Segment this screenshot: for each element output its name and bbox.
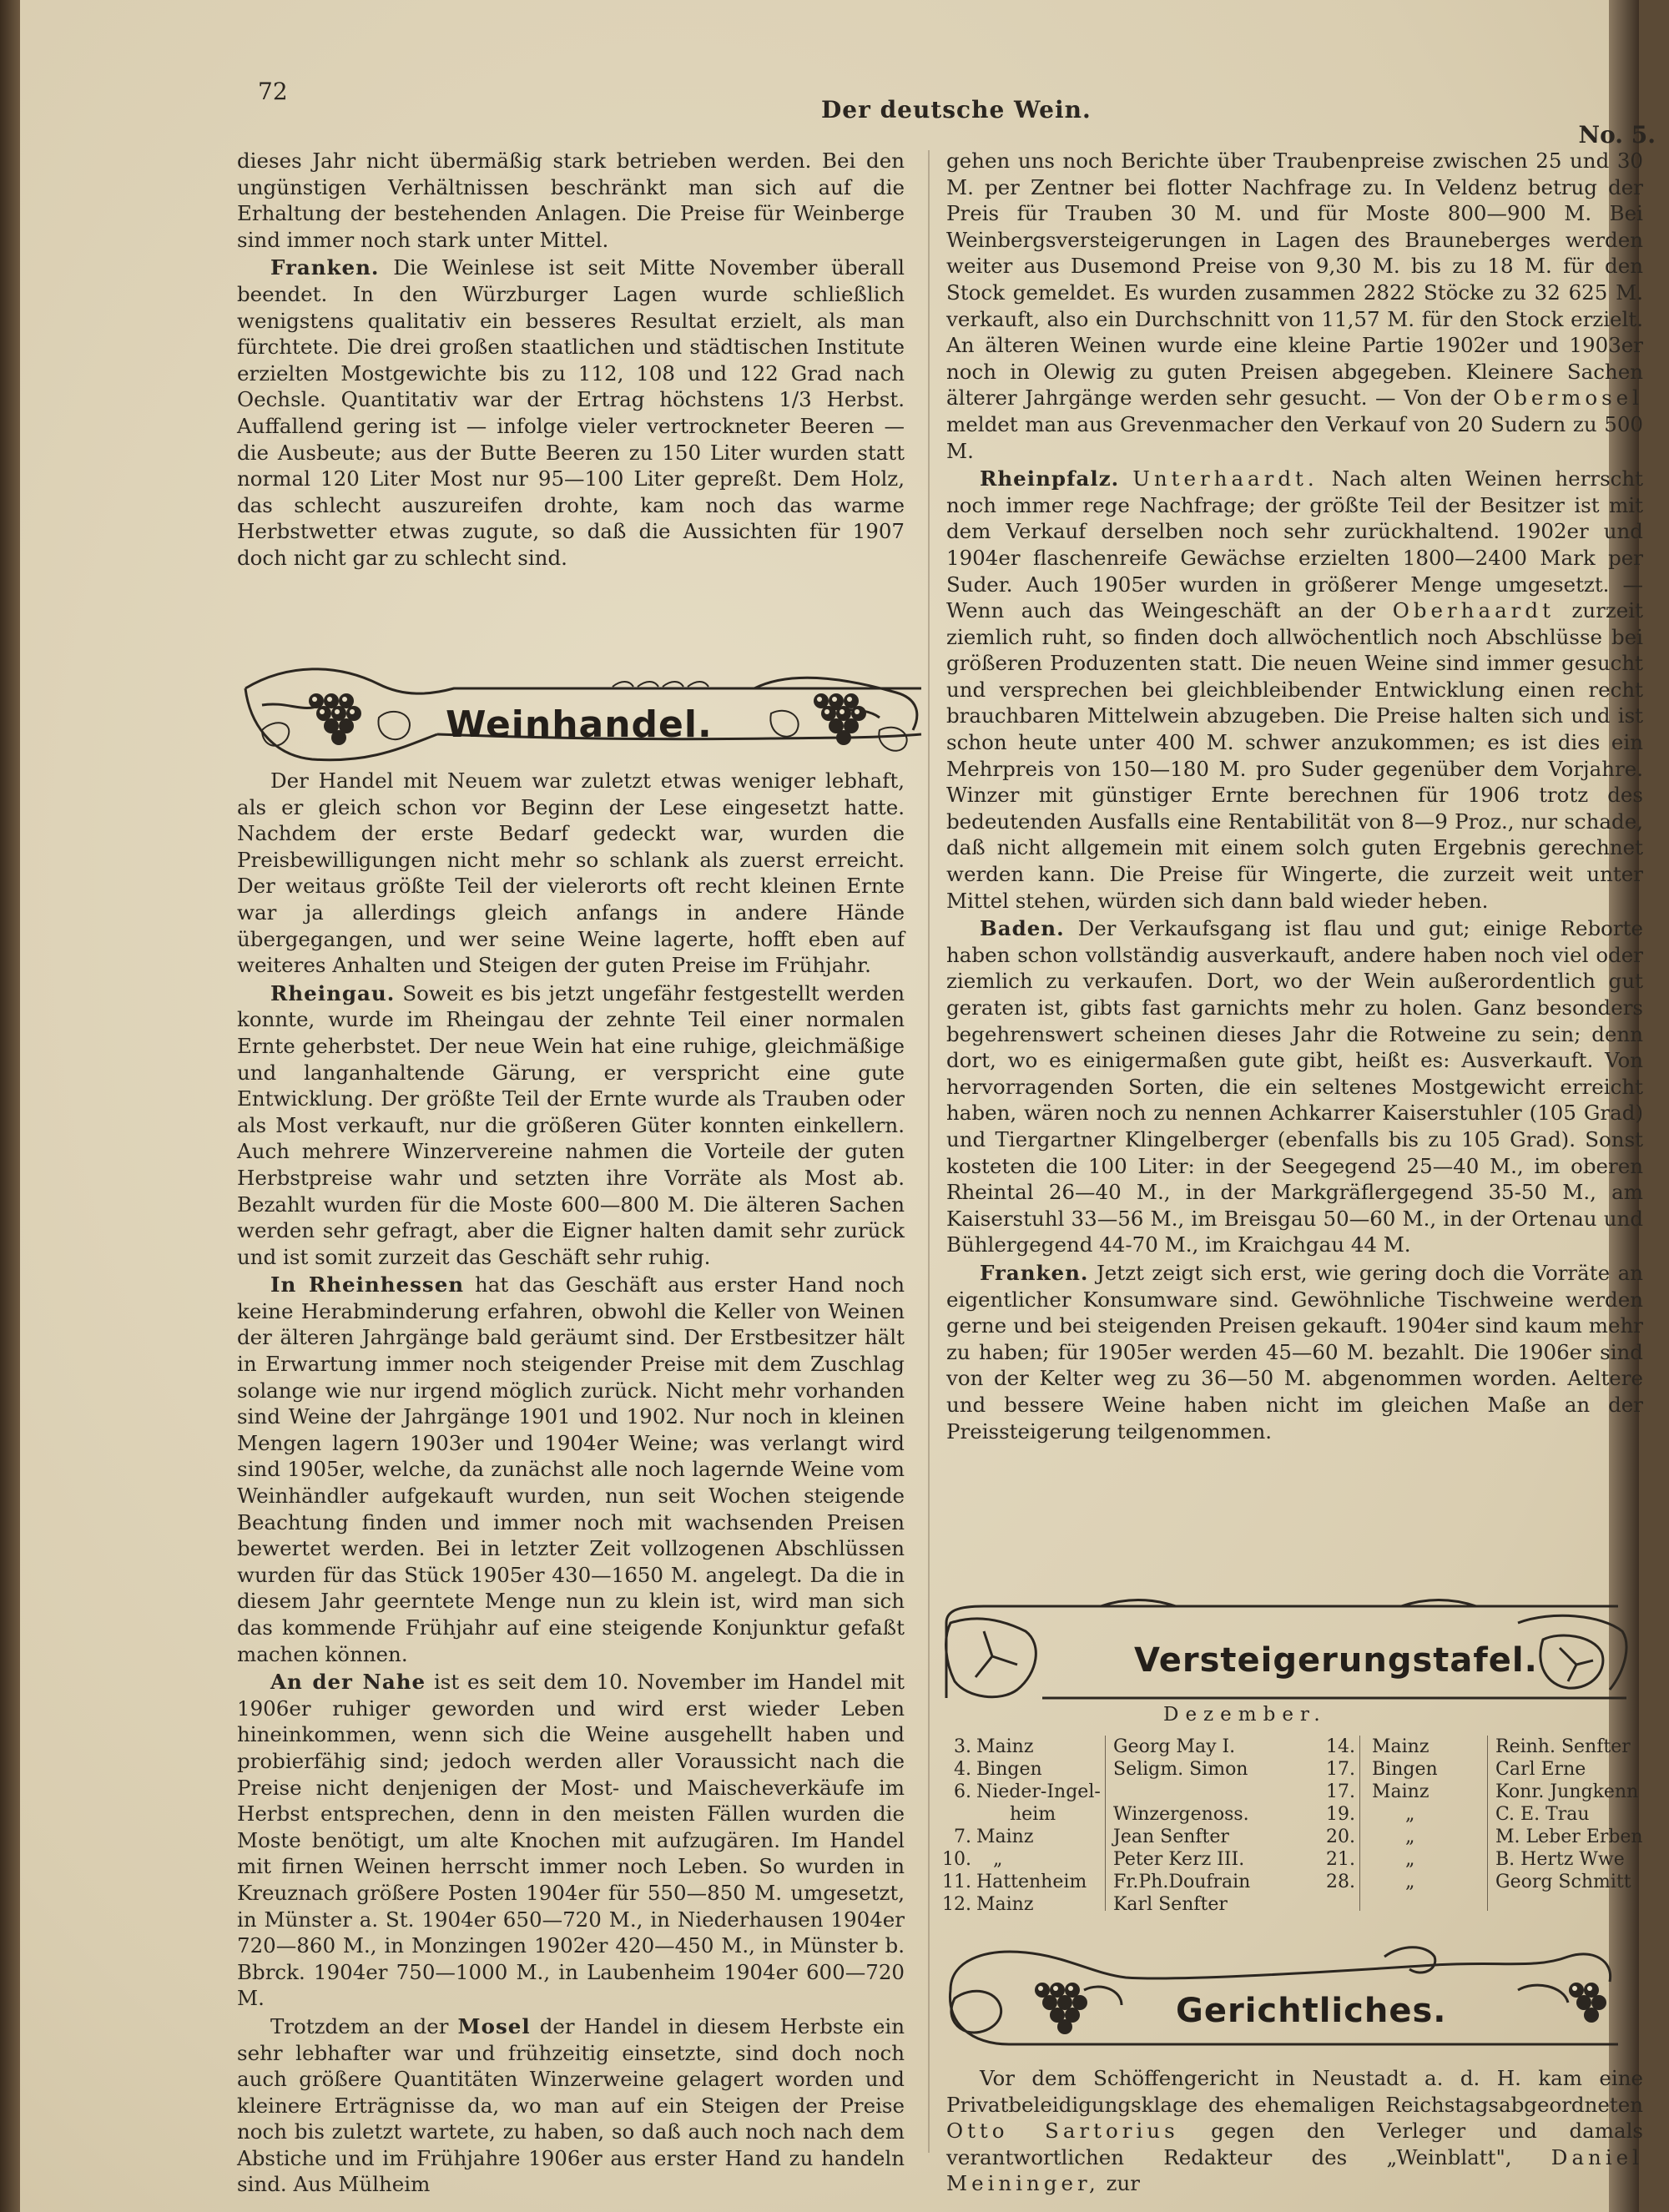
auction-seller (1113, 1781, 1280, 1803)
rheingau-paragraph (237, 980, 905, 1271)
paragraph-text: gehen uns noch Berichte über Traubenpreise zwischen 25 und 30 M. per Zentner bei flotter Nachfrage zu. In Veldenz betrug der Preis für Trauben 30 M. und für Moste 800—900 M. Bei Weinbergsversteigerungen in Lagen des Brauneberges werden weiter aus Dusemond Preise von 9,30 M. bis zu 18 M. für den Stock gemeldet. Es wurden zusammen 2822 Stöcke zu 32 625 M. verkauft, also ein Durchschnitt von 11,57 M. für den Stock erzielt. An älteren Weinen wurde eine kleine Partie 1902er und 1903er noch in Olewig zu guten Preisen abgegeben. Kleinere Sachen älterer Jahrgänge werden sehr gesucht. — Von der (946, 149, 1643, 411)
weinhandel-title: Weinhandel. (446, 703, 713, 746)
weinhandel-banner (237, 655, 930, 768)
paragraph-text: Jetzt zeigt sich erst, wie gering doch die Vorräte an eigentlicher Konsumware sind. Gewöhnliche Tischweine werden gerne und bei steigenden Preisen gekauft. 1904er sind kaum mehr zu haben; für 1905er werden 45—60 M. bezahlt. Die 1906er sind von der Kelter weg zu 36—50 M. abgenommen worden. Aeltere und bessere Weine haben nicht im gleichen Maße an der Preissteigerung teilgenommen. (946, 1260, 1643, 1444)
paragraph-text: zur (1106, 2171, 1141, 2196)
paragraph-text: zurzeit ziemlich ruht, so finden doch allwöchentlich noch Abschlüsse bei größeren Produzenten statt. Die neuen Weine sind immer gesucht und versprechen bei gleichbleibender Entwicklung einen recht brauchbaren Mittelwein abzugeben. Die Preise halten sich und ist schon heute unter 400 M. schwer anzukommen; es ist dies ein Mehrpreis von 150—180 M. pro Suder gegenüber dem Vorjahre. Winzer mit günstiger Ernte berechnen für 1906 trotz des bedeutenden Ausfalls eine Rentabilität von 8—9 Proz., nur schade, daß nicht allgemein mit einem solch guten Ergebnis gerechnet werden kann. Die Preise für Wingerte, die zurzeit weit unter Mittel stehen, würden sich dann bald wieder heben. (946, 598, 1643, 913)
paragraph-text: ist es seit dem 10. November im Handel mit 1906er ruhiger geworden und wird erst wieder Leben hineinkommen, wenn sich die Weine ausgehellt haben und probierfähig sind; jedoch werden aller Voraussicht nach die Preise nicht denjenigen der Most- und Maischeverkäufe im Herbst entsprechen, denn in den meisten Fällen wurden die Moste benötigt, um alte Knochen mit aufzugären. Im Handel mit firnen Weinen herrscht immer noch Leben. So wurden in Kreuznach größere Posten 1904er für 550—850 M. umgesetzt, in Münster a. St. 1904er 650—720 M., in Niederhausen 1904er 720—860 M., in Monzingen 1902er 420—450 M., in Münster b. Bbrck. 1904er 750—1000 M., in Laubenheim 1904er 600—720 M. (237, 1670, 905, 2011)
page-content (220, 71, 1656, 2197)
spaced-term: Oberhaardt (1392, 598, 1555, 623)
auction-place: „ (1405, 1849, 1415, 1870)
paragraph-text: Nach alten Weinen herrscht noch immer rege Nachfrage; der größte Teil der Besitzer ist mit dem Verkauf derselben noch sehr zurückhaltend. 1902er und 1904er flaschenreife Gewächse erzielten 1800—2400 Mark per Suder. Auch 1905er wurden in größerer Menge umgesetzt. — Wenn auch das Weingeschäft an der (946, 466, 1643, 623)
auction-sellers-right (1495, 1736, 1646, 1893)
auction-day: 21. (1326, 1849, 1355, 1870)
auction-seller: C. E. Trau (1495, 1804, 1590, 1825)
auction-place: heim (1010, 1804, 1056, 1825)
column-divider (928, 150, 930, 2153)
paragraph-text: Trotzdem an der (270, 2013, 449, 2038)
page-number: 72 (258, 78, 288, 105)
auction-seller: Carl Erne (1495, 1759, 1586, 1780)
auction-place: Nieder-Ingel- (976, 1781, 1101, 1802)
auction-places-right (1372, 1736, 1480, 1893)
region-heading: Baden. (980, 916, 1065, 941)
table-rule (1359, 1736, 1360, 1911)
gericht-paragraph (946, 2065, 1643, 2197)
auction-day: 12. (942, 1894, 971, 1915)
auction-place: „ (1405, 1827, 1415, 1847)
auction-place: Bingen (976, 1759, 1042, 1780)
auction-place: Mainz (976, 1827, 1034, 1847)
mosel-continuation (946, 148, 1643, 464)
auction-place: Mainz (1372, 1781, 1429, 1802)
rheinpfalz-paragraph (946, 466, 1643, 914)
paragraph-text: Soweit es bis jetzt ungefähr festgestellt werden konnte, wurde im Rheingau der zehnte Teil einer normalen Ernte geherbstet. Der neue Wein hat eine ruhige, gleichmäßige und langanhaltende Gärung, er verspricht eine gute Entwicklung. Der größte Teil der Ernte wurde als Trauben oder als Most verkauft, nur die größeren Güter konnten einkellern. Auch mehrere Winzervereine nahmen die Vorteile der guten Herbstpreise wahr und setzten ihre Vorräte als Most ab. Bezahlt wurden für die Moste 600—800 M. Die älteren Sachen werden sehr gefragt, aber die Eigner halten damit sehr zurück und ist somit zurzeit das Geschäft sehr ruhig. (237, 980, 905, 1269)
auction-seller: M. Leber Erben (1495, 1827, 1643, 1847)
spaced-term: Obermosel (1493, 385, 1643, 411)
auction-seller: B. Hertz Wwe (1495, 1849, 1625, 1870)
auction-seller: Fr.Ph.Doufrain (1113, 1872, 1251, 1892)
paragraph-text: meldet man aus Grevenmacher den Verkauf von 20 Sudern zu 500 M. (946, 411, 1643, 463)
auction-sellers-left (1113, 1736, 1280, 1916)
auction-day: 20. (1326, 1827, 1355, 1847)
auction-day: 6. (954, 1781, 971, 1802)
paragraph-text: hat das Geschäft aus erster Hand noch keine Herabminderung erfahren, obwohl die Keller von Weinen der älteren Jahrgänge bald geräumt sind. Der Erstbesitzer hält in Erwartung immer noch steigender Preise mit dem Zuschlag solange wie nur irgend möglich zurück. Nicht mehr vorhanden sind Weine der Jahrgänge 1901 und 1902. Nur noch in kleinen Mengen lagern 1903er und 1904er Weine; was verlangt wird sind 1905er, welche, da zunächst alle noch lagernde Weine vom Weinhändler aufgekauft wurden, nun seit Wochen steigende Beachtung finden und immer noch mit wachsenden Preisen bewertet werden. Bei in letzter Zeit vollzogenen Abschlüssen wurden für das Stück 1905er 430—1650 M. angelegt. Da die in diesem Jahr geerntete Menge nun zu klein ist, wird man sich das kommende Frühjahr auf eine steigende Konjunktur gefaßt machen können. (237, 1272, 905, 1666)
intro-paragraph: dieses Jahr nicht übermäßig stark betrieben werden. Bei den ungünstigen Verhältnissen beschränkt man sich auf die Erhaltung der bestehenden Anlagen. Die Preise für Weinberge sind immer noch stark unter Mittel. (237, 149, 905, 252)
auction-seller: Georg May I. (1113, 1736, 1236, 1757)
auction-seller: Georg Schmitt (1495, 1872, 1631, 1892)
auction-seller: Reinh. Senfter (1495, 1736, 1631, 1757)
auction-place: „ (1405, 1804, 1415, 1825)
region-heading: Franken. (270, 255, 380, 280)
spaced-term: Daniel Meininger, (946, 2144, 1643, 2196)
franken-paragraph (237, 254, 905, 571)
left-column-bottom (237, 768, 905, 2199)
gericht-section (946, 2065, 1643, 2199)
running-head (220, 71, 1656, 149)
weinhandel-intro: Der Handel mit Neuem war zuletzt etwas weniger lebhaft, als er gleich schon vor Beginn der Lese eingesetzt hatte. Nachdem der erste Bedarf gedeckt war, wurden die Preisbewilligungen nicht mehr so schlank als zuerst erreicht. Der weitaus größte Teil der vielerorts oft recht kleinen Ernte war ja allerdings gleich anfangs in andere Hände übergegangen, und wer seine Weine lagerte, hofft eben auf weiteres Anhalten und Steigen der guten Preise im Frühjahr. (237, 768, 905, 978)
auction-days-right (1322, 1736, 1355, 1893)
auction-places-left (976, 1736, 1101, 1916)
auction-day: 10. (942, 1849, 971, 1870)
region-heading: Franken. (980, 1260, 1089, 1285)
auction-day (938, 1803, 971, 1826)
auction-seller: Jean Senfter (1113, 1827, 1229, 1847)
versteigerung-title: Versteigerungstafel. (1134, 1641, 1538, 1680)
auction-seller: Winzergenoss. (1113, 1804, 1249, 1825)
newspaper-page (20, 0, 1656, 2212)
auction-day: 11. (942, 1872, 971, 1892)
left-column-top (237, 148, 905, 573)
auction-day: 7. (954, 1827, 971, 1847)
gericht-banner (934, 1940, 1635, 2057)
auction-day: 4. (954, 1759, 971, 1780)
versteigerung-banner (934, 1598, 1635, 1706)
auction-day: 3. (954, 1736, 971, 1757)
region-heading: Mosel (457, 2013, 531, 2038)
paragraph-text: gegen den Verleger und damals verantwortlichen Redakteur des „Weinblatt", (946, 2119, 1643, 2169)
auction-month: Dezember. (1163, 1704, 1327, 1726)
right-column (946, 148, 1643, 1446)
auction-place: „ (1405, 1872, 1415, 1892)
auction-seller: Karl Senfter (1113, 1894, 1228, 1915)
franken-trade-paragraph (946, 1260, 1643, 1444)
nahe-paragraph (237, 1669, 905, 2012)
auction-day: 14. (1326, 1736, 1355, 1757)
journal-title: Der deutsche Wein. (821, 96, 1092, 123)
paragraph-text: der Handel in diesem Herbste ein sehr lebhafter war und frühzeitig einsetzte, sind doch noch auch größere Quantitäten Winzerweine gelagert worden und kleinere Erträgnisse da, wo man auf ein Steigen der Preise noch bis zuletzt wartete, zu haben, so daß auch noch nach dem Abstiche und im Frühjahre 1906er aus erster Hand zu handeln sind. Aus Mülheim (237, 2013, 905, 2197)
region-heading: In Rheinhessen (270, 1272, 465, 1297)
rheinhessen-paragraph (237, 1272, 905, 1667)
auction-place: Mainz (976, 1894, 1034, 1915)
gericht-title: Gerichtliches. (1176, 1992, 1447, 2030)
table-rule (1105, 1736, 1106, 1911)
auction-place: Mainz (976, 1736, 1034, 1757)
auction-place: Hattenheim (976, 1872, 1087, 1892)
issue-number: No. 5. (1578, 121, 1656, 149)
region-heading: Rheingau. (270, 980, 396, 1005)
auction-seller: Konr. Jungkenn (1495, 1781, 1639, 1802)
mosel-paragraph (237, 2013, 905, 2198)
auction-place: Bingen (1372, 1759, 1438, 1780)
auction-day: 19. (1326, 1804, 1355, 1825)
auction-seller: Peter Kerz III. (1113, 1849, 1245, 1870)
table-rule (1487, 1736, 1488, 1911)
auction-place: Mainz (1372, 1736, 1429, 1757)
baden-paragraph (946, 915, 1643, 1258)
auction-days-left (938, 1736, 971, 1916)
auction-place: „ (993, 1849, 1003, 1870)
auction-day: 28. (1326, 1872, 1355, 1892)
spaced-term: Unterhaardt. (1132, 466, 1319, 491)
spaced-term: Otto Sartorius (946, 2119, 1179, 2144)
paragraph-text: Die Weinlese ist seit Mitte November überall beendet. In den Würzburger Lagen wurde schließlich wenigstens qualitativ ein besseres Resultat erzielt, als man fürchtete. Die drei großen staatlichen und städtischen Institute erzielten Mostgewichte bis zu 112, 108 und 122 Grad nach Oechsle. Quantitativ war der Ertrag höchstens 1/3 Herbst. Auffallend gering ist — infolge vieler vertrockneter Beeren — die Ausbeute; aus der Butte Beeren zu 150 Liter wurden statt normal 120 Liter Most nur 95—100 Liter gepreßt. Dem Holz, das schlecht auszureifen drohte, kam noch das warme Herbstwetter etwas zugute, so daß die Aussichten für 1907 doch nicht gar zu schlecht sind. (237, 255, 905, 570)
paragraph-text: Der Verkaufsgang ist flau und gut; einige Reborte haben schon vollständig ausverkauft, andere haben noch viel oder ziemlich zu verkaufen. Dort, wo der Wein außerordentlich gut geraten ist, gibts fast garnichts mehr zu holen. Ganz besonders begehrenswert scheinen dieses Jahr die Rotweine zu sein; denn dort, wo es einigermaßen gute gibt, heißt es: Ausverkauft. Von hervorragenden Sorten, die ein seltenes Mostgewicht erreicht haben, wären noch zu nennen Achkarrer Kaiserstuhler (105 Grad) und Tiergartner Klingelberger (ebenfalls bis zu 105 Grad). Sonst kosteten die 100 Liter: in der Seegegend 25—40 M., im oberen Rheintal 26—40 M., in der Markgräflergegend 35-50 M., am Kaiserstuhl 33—56 M., im Breisgau 50—60 M., in der Ortenau und Bühlergegend 44-70 M., im Kraichgau 44 M. (946, 916, 1643, 1257)
auction-seller: Seligm. Simon (1113, 1759, 1248, 1780)
book-spine (0, 0, 20, 2212)
region-heading: An der Nahe (270, 1670, 426, 1695)
auction-day: 17. (1326, 1759, 1355, 1780)
auction-day: 17. (1326, 1781, 1355, 1802)
region-heading: Rheinpfalz. (980, 466, 1120, 491)
paragraph-text: Vor dem Schöffengericht in Neustadt a. d. H. kam eine Privatbeleidigungsklage des ehemaligen Reichstagsabgeordneten (946, 2066, 1643, 2117)
